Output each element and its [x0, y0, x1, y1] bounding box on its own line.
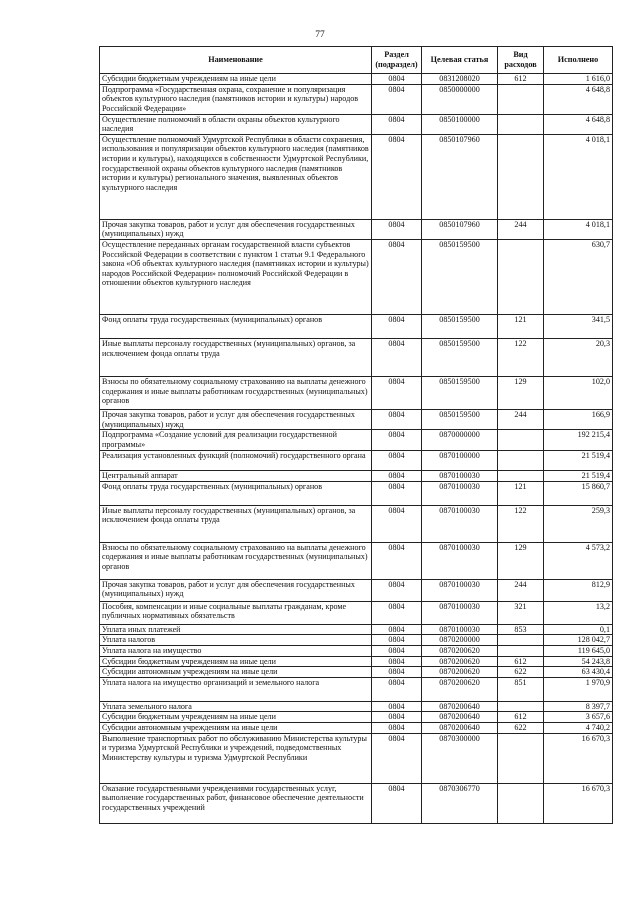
row-vid	[498, 701, 544, 712]
row-target: 0850159500	[422, 376, 498, 409]
row-vid: 244	[498, 579, 544, 601]
row-value: 128 042,7	[544, 635, 613, 646]
table-row	[100, 114, 613, 134]
table-row	[100, 409, 613, 429]
row-value: 166,9	[544, 409, 613, 429]
row-razdel: 0804	[372, 84, 422, 114]
row-name: Фонд оплаты труда государственных (муниципальных) органов	[100, 314, 372, 338]
header-vid: Вид расходов	[498, 47, 544, 74]
row-vid	[498, 733, 544, 783]
row-value: 8 397,7	[544, 701, 613, 712]
row-razdel: 0804	[372, 579, 422, 601]
row-name: Осуществление переданных органам государственной власти субъектов Российской Федерации в соответствии с пунктом 1 статьи 9.1 Федерального закона «Об объектах культурного наследия (памятниках истории и культуры) народов Российской Федерации» полномочий Российской Федерации в отношении объектов культурного наследия	[100, 239, 372, 314]
row-razdel: 0804	[372, 701, 422, 712]
row-target: 0850159500	[422, 338, 498, 376]
row-name: Пособия, компенсации и иные социальные выплаты гражданам, кроме публичных нормативных обязательств	[100, 601, 372, 624]
row-value: 15 860,7	[544, 481, 613, 505]
row-vid	[498, 239, 544, 314]
row-value: 63 430,4	[544, 667, 613, 678]
row-vid: 622	[498, 667, 544, 678]
row-razdel: 0804	[372, 722, 422, 733]
table-row	[100, 601, 613, 624]
row-target: 0870200620	[422, 656, 498, 667]
row-vid	[498, 783, 544, 823]
row-target: 0850159500	[422, 239, 498, 314]
row-razdel: 0804	[372, 338, 422, 376]
row-vid: 321	[498, 601, 544, 624]
table-row	[100, 579, 613, 601]
table-row	[100, 783, 613, 823]
row-name: Подпрограмма «Создание условий для реализации государственной программы»	[100, 430, 372, 451]
row-razdel: 0804	[372, 542, 422, 579]
table-row	[100, 239, 613, 314]
table-row	[100, 314, 613, 338]
row-value: 21 519,4	[544, 451, 613, 471]
row-razdel: 0804	[372, 481, 422, 505]
row-target: 0870300000	[422, 733, 498, 783]
row-name: Прочая закупка товаров, работ и услуг для обеспечения государственных (муниципальных) нужд	[100, 409, 372, 429]
row-target: 0850107960	[422, 134, 498, 219]
row-value: 119 645,0	[544, 645, 613, 656]
row-razdel: 0804	[372, 134, 422, 219]
table-row	[100, 338, 613, 376]
table-row	[100, 677, 613, 701]
row-name: Уплата налога на имущество	[100, 645, 372, 656]
row-vid: 612	[498, 712, 544, 723]
table-row	[100, 84, 613, 114]
row-name: Уплата налога на имущество организаций и земельного налога	[100, 677, 372, 701]
row-name: Реализация установленных функций (полномочий) государственного органа	[100, 451, 372, 471]
row-razdel: 0804	[372, 645, 422, 656]
row-vid: 122	[498, 338, 544, 376]
row-razdel: 0804	[372, 74, 422, 85]
row-target: 0870100030	[422, 542, 498, 579]
row-name: Подпрограмма «Государственная охрана, сохранение и популяризация объектов культурного наследия (памятников истории и культуры) народов Российской Федерации»	[100, 84, 372, 114]
row-name: Субсидии автономным учреждениям на иные цели	[100, 667, 372, 678]
row-name: Уплата налогов	[100, 635, 372, 646]
row-name: Прочая закупка товаров, работ и услуг для обеспечения государственных (муниципальных) нужд	[100, 579, 372, 601]
row-name: Субсидии бюджетным учреждениям на иные цели	[100, 74, 372, 85]
row-name: Уплата иных платежей	[100, 624, 372, 635]
header-name: Наименование	[100, 47, 372, 74]
header-ispolneno: Исполнено	[544, 47, 613, 74]
row-razdel: 0804	[372, 430, 422, 451]
table-row	[100, 376, 613, 409]
row-value: 630,7	[544, 239, 613, 314]
row-target: 0850100000	[422, 114, 498, 134]
row-value: 4 573,2	[544, 542, 613, 579]
header-razdel: Раздел (подраздел)	[372, 47, 422, 74]
row-value: 54 243,8	[544, 656, 613, 667]
row-vid	[498, 471, 544, 482]
table-row	[100, 481, 613, 505]
row-vid	[498, 134, 544, 219]
row-value: 259,3	[544, 505, 613, 542]
row-name: Фонд оплаты труда государственных (муниципальных) органов	[100, 481, 372, 505]
table-row	[100, 733, 613, 783]
row-target: 0870100030	[422, 624, 498, 635]
row-target: 0870100000	[422, 451, 498, 471]
table-row	[100, 667, 613, 678]
row-vid: 121	[498, 481, 544, 505]
row-vid: 244	[498, 219, 544, 239]
row-target: 0870200000	[422, 635, 498, 646]
row-value: 4 740,2	[544, 722, 613, 733]
row-vid: 612	[498, 656, 544, 667]
row-vid: 129	[498, 376, 544, 409]
row-value: 4 648,8	[544, 84, 613, 114]
row-vid: 244	[498, 409, 544, 429]
row-value: 0,1	[544, 624, 613, 635]
row-razdel: 0804	[372, 677, 422, 701]
row-name: Прочая закупка товаров, работ и услуг для обеспечения государственных (муниципальных) нужд	[100, 219, 372, 239]
row-target: 0870200620	[422, 677, 498, 701]
table-row	[100, 722, 613, 733]
row-name: Осуществление полномочий в области охраны объектов культурного наследия	[100, 114, 372, 134]
row-razdel: 0804	[372, 471, 422, 482]
row-vid: 122	[498, 505, 544, 542]
row-target: 0870100030	[422, 481, 498, 505]
row-value: 16 670,3	[544, 783, 613, 823]
row-name: Иные выплаты персоналу государственных (муниципальных) органов, за исключением фонда оплаты труда	[100, 505, 372, 542]
row-target: 0870100030	[422, 601, 498, 624]
row-target: 0850159500	[422, 314, 498, 338]
row-name: Оказание государственными учреждениями государственных услуг, выполнение государственных работ, финансовое обеспечение деятельности государственных учреждений	[100, 783, 372, 823]
row-target: 0850159500	[422, 409, 498, 429]
row-razdel: 0804	[372, 635, 422, 646]
row-target: 0870200640	[422, 701, 498, 712]
row-target: 0870200620	[422, 667, 498, 678]
row-vid	[498, 451, 544, 471]
row-vid: 129	[498, 542, 544, 579]
row-vid: 612	[498, 74, 544, 85]
row-razdel: 0804	[372, 451, 422, 471]
row-target: 0870306770	[422, 783, 498, 823]
table-row	[100, 542, 613, 579]
row-name: Центральный аппарат	[100, 471, 372, 482]
row-razdel: 0804	[372, 712, 422, 723]
row-value: 341,5	[544, 314, 613, 338]
row-value: 812,9	[544, 579, 613, 601]
table-row	[100, 471, 613, 482]
row-target: 0870200620	[422, 645, 498, 656]
row-value: 21 519,4	[544, 471, 613, 482]
table-row	[100, 701, 613, 712]
row-vid: 853	[498, 624, 544, 635]
table-row	[100, 656, 613, 667]
row-vid	[498, 114, 544, 134]
row-razdel: 0804	[372, 783, 422, 823]
row-razdel: 0804	[372, 376, 422, 409]
row-target: 0870100030	[422, 505, 498, 542]
row-vid: 622	[498, 722, 544, 733]
table-row	[100, 74, 613, 85]
table-row	[100, 134, 613, 219]
row-name: Уплата земельного налога	[100, 701, 372, 712]
row-value: 20,3	[544, 338, 613, 376]
row-name: Взносы по обязательному социальному страхованию на выплаты денежного содержания и иные выплаты работникам государственных (муниципальных) органов	[100, 542, 372, 579]
row-value: 4 018,1	[544, 219, 613, 239]
row-name: Субсидии бюджетным учреждениям на иные цели	[100, 656, 372, 667]
table-header-row	[100, 47, 613, 74]
row-value: 3 657,6	[544, 712, 613, 723]
row-razdel: 0804	[372, 667, 422, 678]
row-value: 102,0	[544, 376, 613, 409]
row-value: 1 616,0	[544, 74, 613, 85]
row-razdel: 0804	[372, 219, 422, 239]
row-razdel: 0804	[372, 601, 422, 624]
row-vid	[498, 430, 544, 451]
row-name: Иные выплаты персоналу государственных (муниципальных) органов, за исключением фонда оплаты труда	[100, 338, 372, 376]
row-target: 0870100030	[422, 579, 498, 601]
row-razdel: 0804	[372, 314, 422, 338]
row-name: Осуществление полномочий Удмуртской Республики в области сохранения, использования и популяризации объектов культурного наследия (памятников истории и культуры), находящихся в собственности Удмуртской Республики, государственной охраны объектов культурного наследия (памятников истории и культуры) регионального значения, выявленных объектов культурного наследия	[100, 134, 372, 219]
row-value: 192 215,4	[544, 430, 613, 451]
row-target: 0850000000	[422, 84, 498, 114]
row-value: 16 670,3	[544, 733, 613, 783]
row-vid	[498, 84, 544, 114]
table-row	[100, 635, 613, 646]
row-value: 13,2	[544, 601, 613, 624]
row-value: 1 970,9	[544, 677, 613, 701]
row-vid: 121	[498, 314, 544, 338]
row-target: 0870100030	[422, 471, 498, 482]
row-razdel: 0804	[372, 114, 422, 134]
row-razdel: 0804	[372, 409, 422, 429]
row-target: 0870200640	[422, 722, 498, 733]
header-target: Целевая статья	[422, 47, 498, 74]
row-target: 0870200640	[422, 712, 498, 723]
row-name: Взносы по обязательному социальному страхованию на выплаты денежного содержания и иные выплаты работникам государственных (муниципальных) органов	[100, 376, 372, 409]
table-row	[100, 645, 613, 656]
row-name: Субсидии бюджетным учреждениям на иные цели	[100, 712, 372, 723]
row-razdel: 0804	[372, 733, 422, 783]
row-value: 4 018,1	[544, 134, 613, 219]
row-vid	[498, 635, 544, 646]
table-row	[100, 430, 613, 451]
expenditure-table	[99, 46, 613, 824]
row-name: Выполнение транспортных работ по обслуживанию Министерства культуры и туризма Удмуртской Республики и учреждений, подведомственных Министерству культуры и туризма Удмуртской Республики	[100, 733, 372, 783]
row-target: 0850107960	[422, 219, 498, 239]
table-row	[100, 624, 613, 635]
row-razdel: 0804	[372, 239, 422, 314]
table-row	[100, 712, 613, 723]
row-razdel: 0804	[372, 624, 422, 635]
table-row	[100, 219, 613, 239]
row-razdel: 0804	[372, 505, 422, 542]
table-row	[100, 505, 613, 542]
row-vid: 851	[498, 677, 544, 701]
page-number: 77	[315, 30, 325, 40]
row-razdel: 0804	[372, 656, 422, 667]
row-name: Субсидии автономным учреждениям на иные цели	[100, 722, 372, 733]
row-value: 4 648,8	[544, 114, 613, 134]
row-target: 0831208020	[422, 74, 498, 85]
row-target: 0870000000	[422, 430, 498, 451]
table-row	[100, 451, 613, 471]
row-vid	[498, 645, 544, 656]
